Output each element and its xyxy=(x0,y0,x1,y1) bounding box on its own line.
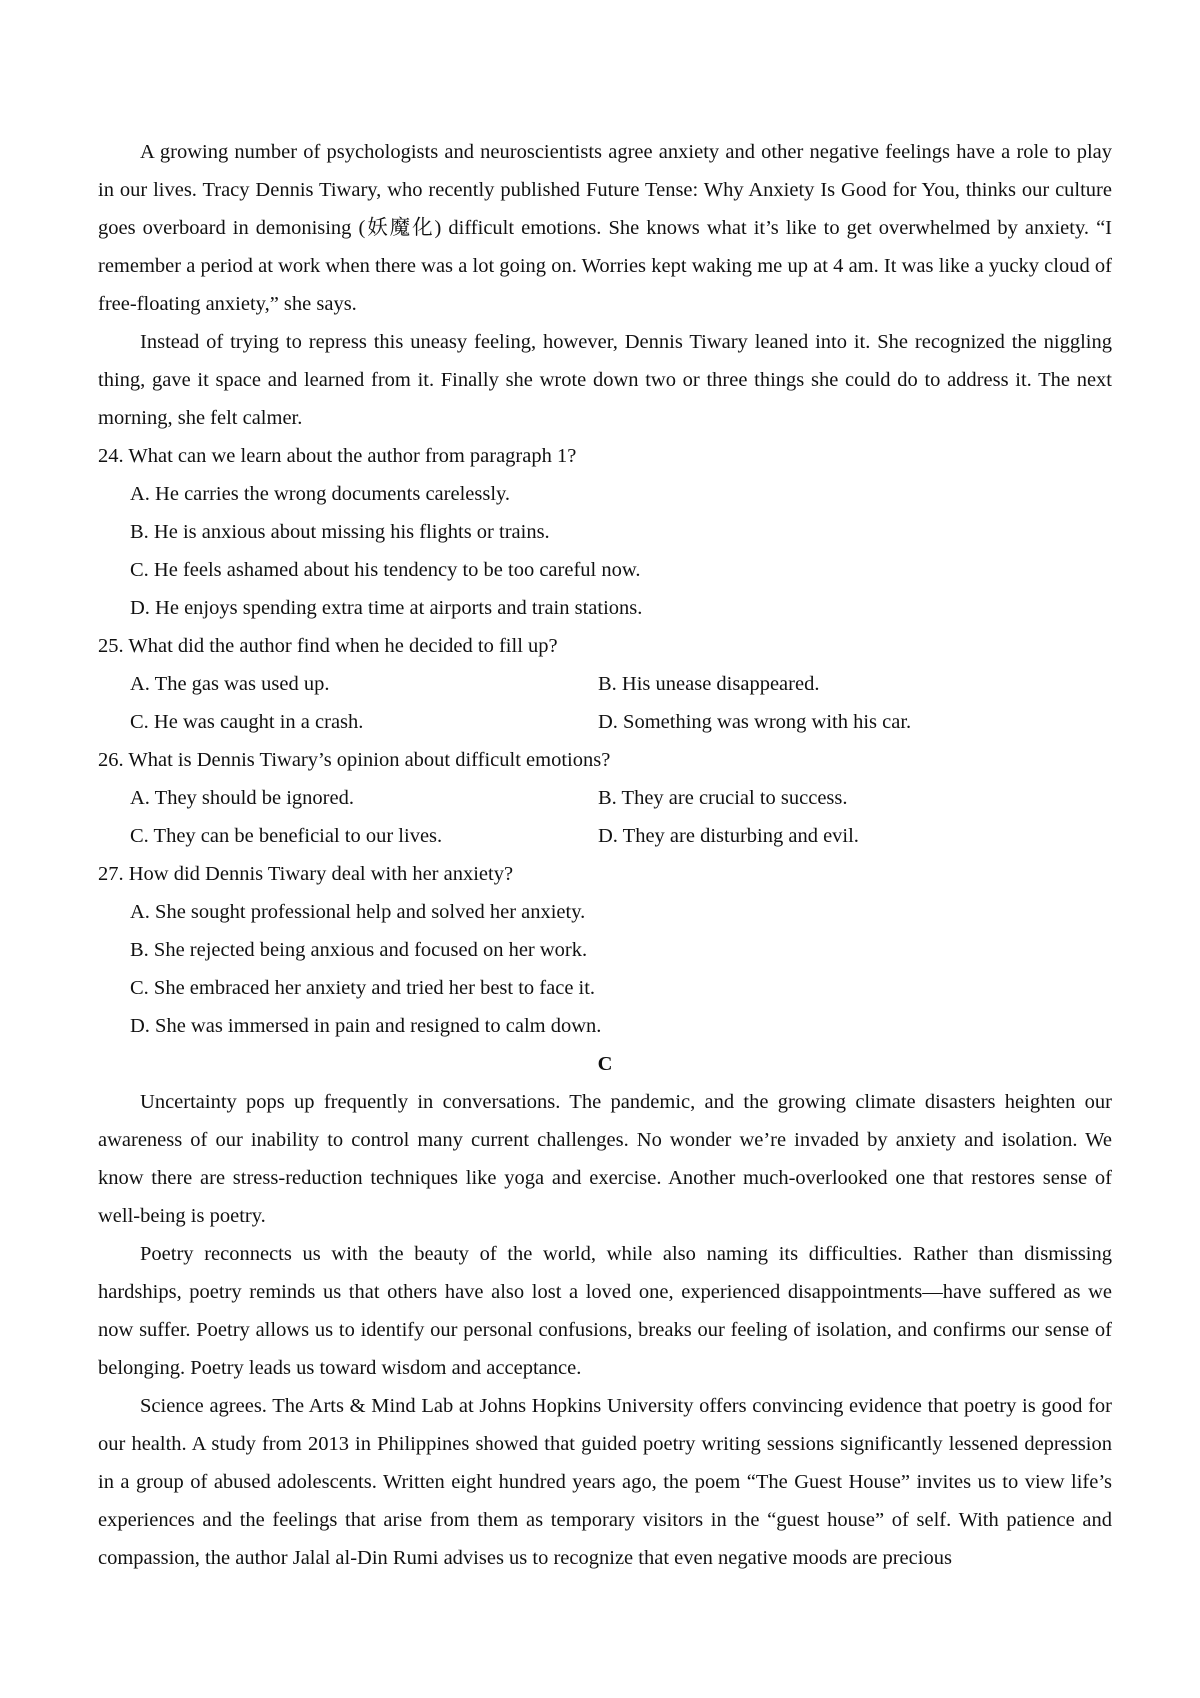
question-stem: 26. What is Dennis Tiwary’s opinion about difficult emotions? xyxy=(98,749,611,771)
option-d: D. They are disturbing and evil. xyxy=(598,825,859,847)
option-a: A. The gas was used up. xyxy=(130,673,330,695)
passage-paragraph: Poetry reconnects us with the beauty of the world, while also naming its difficulties. Rather than dismissing hardships, poetry reminds us that others have also lost a loved one, experienced disappointments—have suffered as we now suffer. Poetry allows us to identify our personal confusions, breaks our feeling of isolation, and confirms our sense of belonging. Poetry leads us toward wisdom and acceptance. xyxy=(98,1243,1112,1379)
option-a: A. She sought professional help and solved her anxiety. xyxy=(130,901,586,923)
question-27 xyxy=(98,855,1112,1045)
option-row xyxy=(98,779,1112,817)
passage-paragraph: A growing number of psychologists and neuroscientists agree anxiety and other negative feelings have a role to play in our lives. Tracy Dennis Tiwary, who recently published Future Tense: Why Anxiety Is Good for You, thinks our culture goes overboard in demonising (妖魔化) difficult emotions. She knows what it’s like to get overwhelmed by anxiety. “I remember a period at work when there was a lot going on. Worries kept waking me up at 4 am. It was like a yucky cloud of free-floating anxiety,” she says. xyxy=(98,141,1112,315)
passage-paragraph: Uncertainty pops up frequently in conversations. The pandemic, and the growing climate disasters heighten our awareness of our inability to control many current challenges. No wonder we’re invaded by anxiety and isolation. We know there are stress-reduction techniques like yoga and exercise. Another much-overlooked one that restores sense of well-being is poetry. xyxy=(98,1091,1112,1227)
exam-page xyxy=(98,133,1112,1577)
option-row xyxy=(98,817,1112,855)
option-row xyxy=(98,703,1112,741)
option-b: B. She rejected being anxious and focused on her work. xyxy=(130,939,588,961)
question-25 xyxy=(98,627,1112,741)
option-a: A. He carries the wrong documents carelessly. xyxy=(130,483,511,505)
passage-b-body xyxy=(98,133,1112,437)
option-d: D. She was immersed in pain and resigned to calm down. xyxy=(130,1015,602,1037)
question-stem: 24. What can we learn about the author from paragraph 1? xyxy=(98,445,577,467)
option-d: D. Something was wrong with his car. xyxy=(598,711,912,733)
passage-paragraph: Science agrees. The Arts & Mind Lab at Johns Hopkins University offers convincing evidence that poetry is good for our health. A study from 2013 in Philippines showed that guided poetry writing sessions significantly lessened depression in a group of abused adolescents. Written eight hundred years ago, the poem “The Guest House” invites us to view life’s experiences and the feelings that arise from them as temporary visitors in the “guest house” of self. With patience and compassion, the author Jalal al-Din Rumi advises us to recognize that even negative moods are precious xyxy=(98,1395,1112,1569)
option-b: B. His unease disappeared. xyxy=(598,673,820,695)
section-heading: C xyxy=(597,1053,613,1075)
passage-c-body xyxy=(98,1083,1112,1577)
question-24 xyxy=(98,437,1112,627)
option-d: D. He enjoys spending extra time at airports and train stations. xyxy=(130,597,643,619)
option-c: C. He feels ashamed about his tendency to be too careful now. xyxy=(130,559,641,581)
option-c: C. They can be beneficial to our lives. xyxy=(130,825,443,847)
question-26 xyxy=(98,741,1112,855)
question-stem: 27. How did Dennis Tiwary deal with her anxiety? xyxy=(98,863,514,885)
option-b: B. He is anxious about missing his flights or trains. xyxy=(130,521,550,543)
option-c: C. She embraced her anxiety and tried her best to face it. xyxy=(130,977,596,999)
passage-paragraph: Instead of trying to repress this uneasy feeling, however, Dennis Tiwary leaned into it. She recognized the niggling thing, gave it space and learned from it. Finally she wrote down two or three things she could do to address it. The next morning, she felt calmer. xyxy=(98,331,1112,429)
option-b: B. They are crucial to success. xyxy=(598,787,848,809)
question-stem: 25. What did the author find when he decided to fill up? xyxy=(98,635,558,657)
option-c: C. He was caught in a crash. xyxy=(130,711,364,733)
option-row xyxy=(98,665,1112,703)
option-a: A. They should be ignored. xyxy=(130,787,354,809)
